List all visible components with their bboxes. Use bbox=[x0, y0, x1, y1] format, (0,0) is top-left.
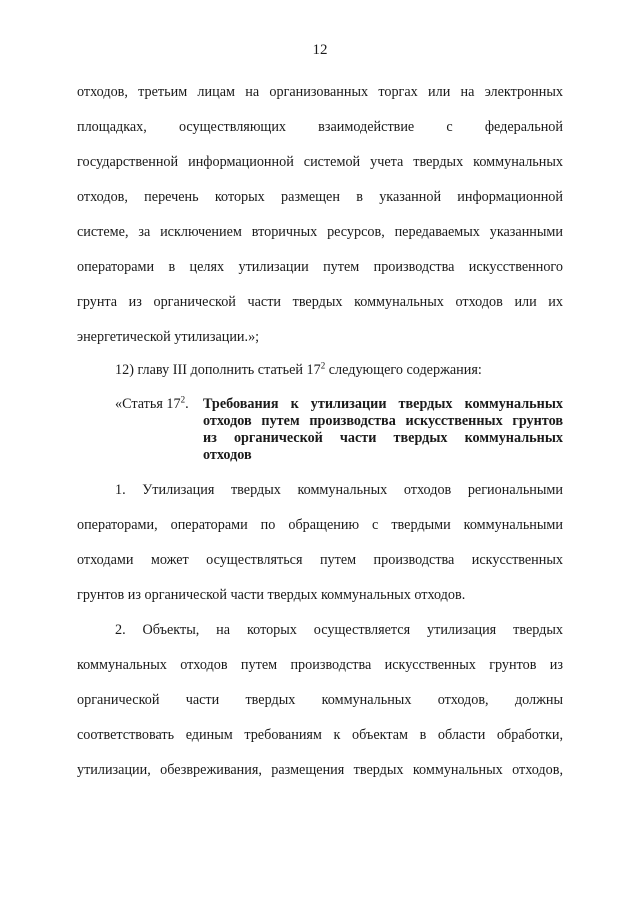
article-title-line: отходов путем производства искусственных грунтов bbox=[203, 413, 563, 429]
article-prefix-superscript: 2 bbox=[180, 394, 186, 405]
para1-line: площадках, осуществляющих взаимодействие с федеральной bbox=[77, 119, 563, 135]
point-1-line: отходами может осуществляться путем производства искусственных bbox=[77, 552, 563, 568]
article-title-line: Требования к утилизации твердых коммунальных bbox=[203, 396, 563, 412]
para1-line: отходов, третьим лицам на организованных торгах или на электронных bbox=[77, 84, 563, 100]
point-2-line: коммунальных отходов путем производства искусственных грунтов из bbox=[77, 657, 563, 673]
para1-line: государственной информационной системой учета твердых коммунальных bbox=[77, 154, 563, 170]
point-1-line: грунтов из органической части твердых коммунальных отходов. bbox=[77, 587, 466, 603]
point-2-line: 2. Объекты, на которых осуществляется утилизация твердых bbox=[115, 622, 563, 638]
point-2-line: органической части твердых коммунальных отходов, должны bbox=[77, 692, 563, 708]
article-title bbox=[203, 396, 563, 464]
point-1-line: 1. Утилизация твердых коммунальных отходов региональными bbox=[115, 482, 563, 498]
article-title-line: отходов bbox=[203, 447, 252, 463]
point-2-line: утилизации, обезвреживания, размещения твердых коммунальных отходов, bbox=[77, 762, 563, 778]
item-12-text: 12) главу III дополнить статьей 17 bbox=[115, 362, 321, 378]
para1-line: грунта из органической части твердых коммунальных отходов или их bbox=[77, 294, 563, 310]
article-prefix bbox=[115, 396, 189, 413]
article-prefix-dot: . bbox=[185, 396, 189, 412]
point-2-line: соответствовать единым требованиям к объектам в области обработки, bbox=[77, 727, 563, 743]
para1-line: отходов, перечень которых размещен в указанной информационной bbox=[77, 189, 563, 205]
point-1-line: операторами, операторами по обращению с твердыми коммунальными bbox=[77, 517, 563, 533]
page-number: 12 bbox=[312, 42, 328, 58]
item-12-line bbox=[115, 360, 482, 378]
para1-line: операторами в целях утилизации путем производства искусственного bbox=[77, 259, 563, 275]
item-12-text-end: следующего содержания: bbox=[325, 362, 482, 378]
para1-line: системе, за исключением вторичных ресурсов, передаваемых указанными bbox=[77, 224, 563, 240]
item-12-superscript: 2 bbox=[320, 360, 326, 371]
article-prefix-text: «Статья 17 bbox=[115, 396, 181, 412]
article-title-line: из органической части твердых коммунальных bbox=[203, 430, 563, 446]
para1-line: энергетической утилизации.»; bbox=[77, 329, 260, 345]
